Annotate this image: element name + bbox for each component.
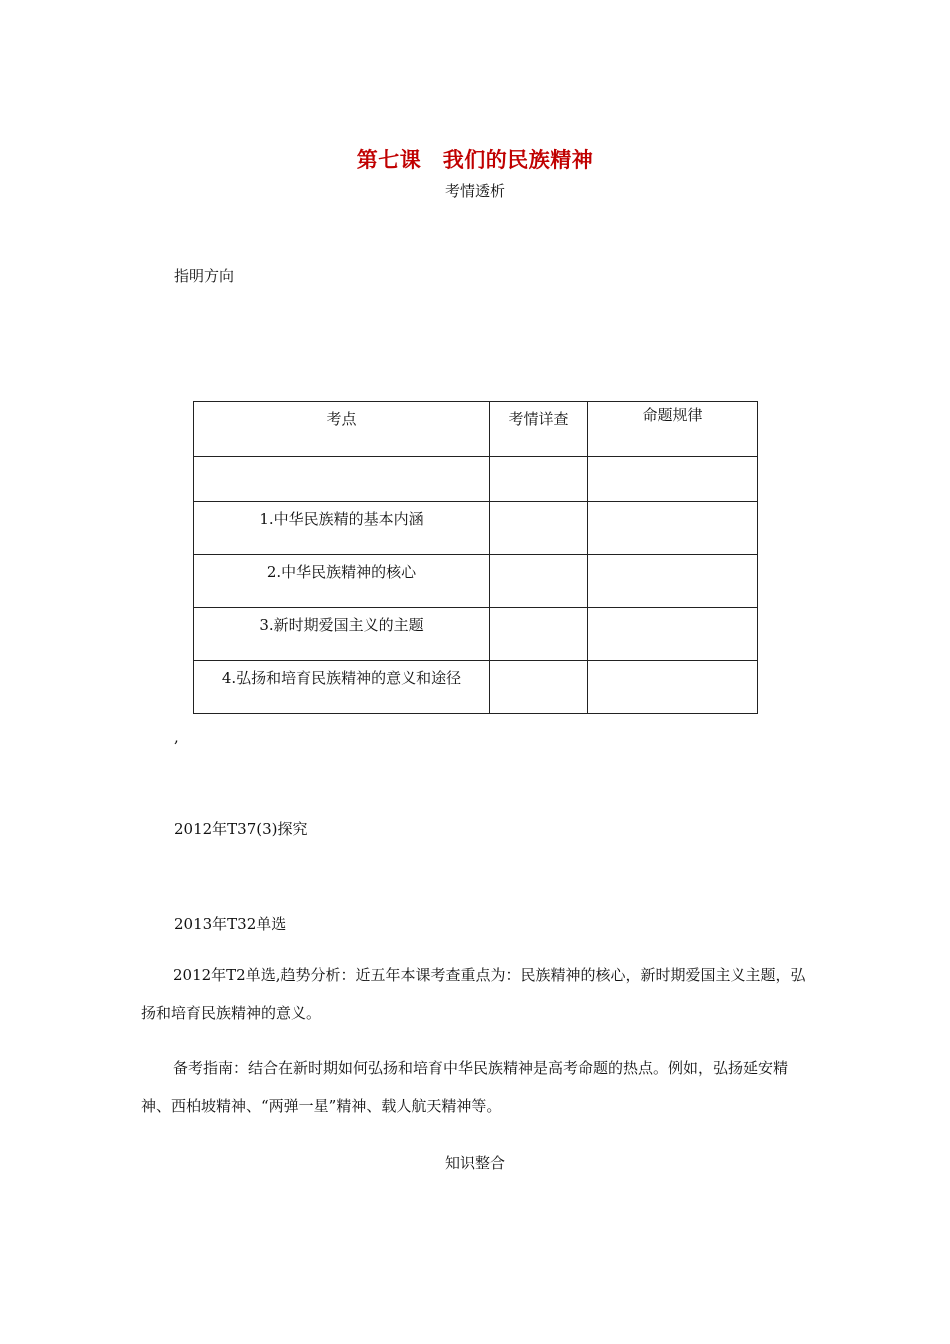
page-title: 第七课 我们的民族精神	[356, 148, 594, 172]
table-cell	[588, 457, 758, 502]
section-heading-direction: 指明方向	[174, 267, 235, 285]
exam-guide-paragraph: 备考指南：结合在新时期如何弘扬和培育中华民族精神是高考命题的热点。例如，弘扬延安精神、西柏坡精神、“两弹一星”精神、载人航天精神等。	[141, 1059, 789, 1115]
table-cell	[194, 457, 490, 502]
table-row	[194, 661, 758, 714]
table-cell	[490, 608, 588, 661]
table-header-row	[194, 402, 758, 457]
table-row	[194, 555, 758, 608]
table-header-cell: 考点	[194, 402, 490, 457]
exam-points-table	[193, 401, 758, 714]
table-header-cell: 考情详查	[490, 402, 588, 457]
trend-analysis-paragraph: 2012年T2单选,趋势分析：近五年本课考查重点为：民族精神的核心，新时期爱国主义主题，弘扬和培育民族精神的意义。	[141, 966, 806, 1022]
table-cell	[490, 457, 588, 502]
table-cell	[588, 608, 758, 661]
exam-item-2012-t37: 2012年T37(3)探究	[174, 820, 308, 838]
table-cell	[588, 555, 758, 608]
exam-item-2013-t32: 2013年T32单选	[174, 915, 287, 933]
table-cell: 1.中华民族精的基本内涵	[194, 502, 490, 555]
table-cell	[490, 661, 588, 714]
table-row	[194, 608, 758, 661]
table-cell	[490, 555, 588, 608]
table-row	[194, 457, 758, 502]
page-subtitle: 考情透析	[444, 182, 505, 200]
stray-comma: ,	[174, 728, 179, 746]
section-heading-knowledge: 知识整合	[444, 1154, 505, 1172]
table-row	[194, 502, 758, 555]
table-cell	[588, 661, 758, 714]
table-cell: 3.新时期爱国主义的主题	[194, 608, 490, 661]
table-cell: 4.弘扬和培育民族精神的意义和途径	[194, 661, 490, 714]
table-cell: 2.中华民族精神的核心	[194, 555, 490, 608]
table-header-cell: 命题规律	[588, 402, 758, 457]
table-cell	[490, 502, 588, 555]
table-cell	[588, 502, 758, 555]
